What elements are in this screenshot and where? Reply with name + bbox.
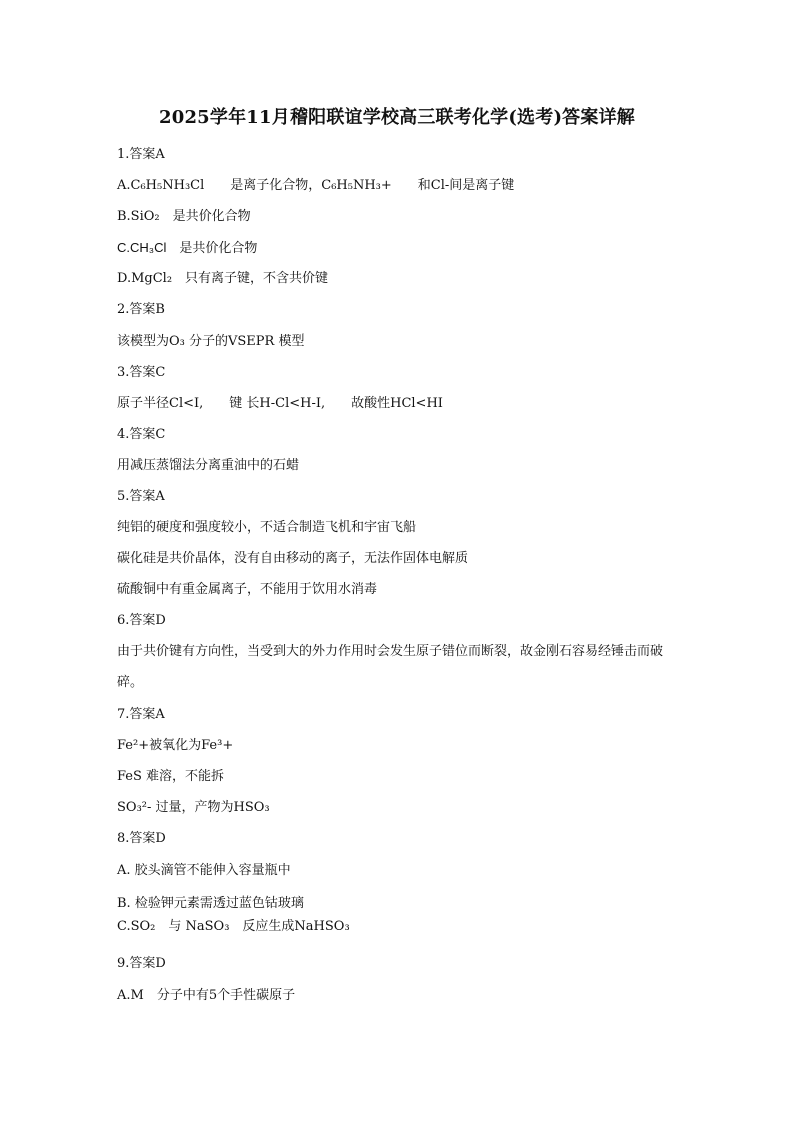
answer-2-explanation: 该模型为O₃ 分子的VSEPR 模型 [117, 334, 305, 349]
answer-8-heading: 8.答案D [117, 831, 166, 846]
answer-8-option-a: A. 胶头滴管不能伸入容量瓶中 [117, 863, 291, 878]
answer-2-heading: 2.答案B [117, 302, 165, 317]
answer-6-heading: 6.答案D [117, 613, 166, 628]
answer-3-heading: 3.答案C [117, 365, 166, 380]
answer-5-explanation-1: 纯铝的硬度和强度较小，不适合制造飞机和宇宙飞船 [117, 520, 417, 535]
answer-5-heading: 5.答案A [117, 489, 165, 504]
answer-4-heading: 4.答案C [117, 427, 166, 442]
page-title: 2025学年11月稽阳联谊学校高三联考化学(选考)答案详解 [159, 107, 635, 128]
answer-3-explanation: 原子半径Cl<I, 键 长H-Cl<H-I, 故酸性HCl<HI [117, 396, 443, 411]
answer-1-option-b: B.SiO₂ 是共价化合物 [117, 209, 251, 224]
answer-1-option-d: D.MgCl₂ 只有离子键，不含共价键 [117, 271, 329, 286]
answer-8-option-b: B. 检验钾元素需透过蓝色钴玻璃 [117, 896, 304, 911]
answer-1-option-c: C.CH₃Cl 是共价化合物 [117, 240, 258, 255]
answer-9-heading: 9.答案D [117, 956, 166, 971]
answer-8-option-c: C.SO₂ 与 NaSO₃ 反应生成NaHSO₃ [117, 919, 350, 934]
answer-5-explanation-3: 硫酸铜中有重金属离子，不能用于饮用水消毒 [117, 582, 378, 597]
answer-1-option-a: A.C₆H₅NH₃Cl 是离子化合物，C₆H₅NH₃+ 和Cl-间是离子键 [117, 178, 515, 193]
answer-7-explanation-2: FeS 难溶，不能拆 [117, 769, 225, 784]
answer-7-explanation-1: Fe²+被氧化为Fe³+ [117, 738, 234, 753]
answer-5-explanation-2: 碳化硅是共价晶体，没有自由移动的离子，无法作固体电解质 [117, 551, 469, 566]
answer-7-heading: 7.答案A [117, 707, 165, 722]
answer-1-heading: 1.答案A [117, 147, 165, 162]
answer-6-explanation: 由于共价键有方向性，当受到大的外力作用时会发生原子错位而断裂，故金刚石容易经锤击而破碎。 [117, 644, 664, 690]
answer-9-option-a: A.M 分子中有5个手性碳原子 [117, 988, 296, 1003]
answer-4-explanation: 用减压蒸馏法分离重油中的石蜡 [117, 458, 300, 473]
answer-7-explanation-3: SO₃²- 过量，产物为HSO₃ [117, 800, 270, 815]
